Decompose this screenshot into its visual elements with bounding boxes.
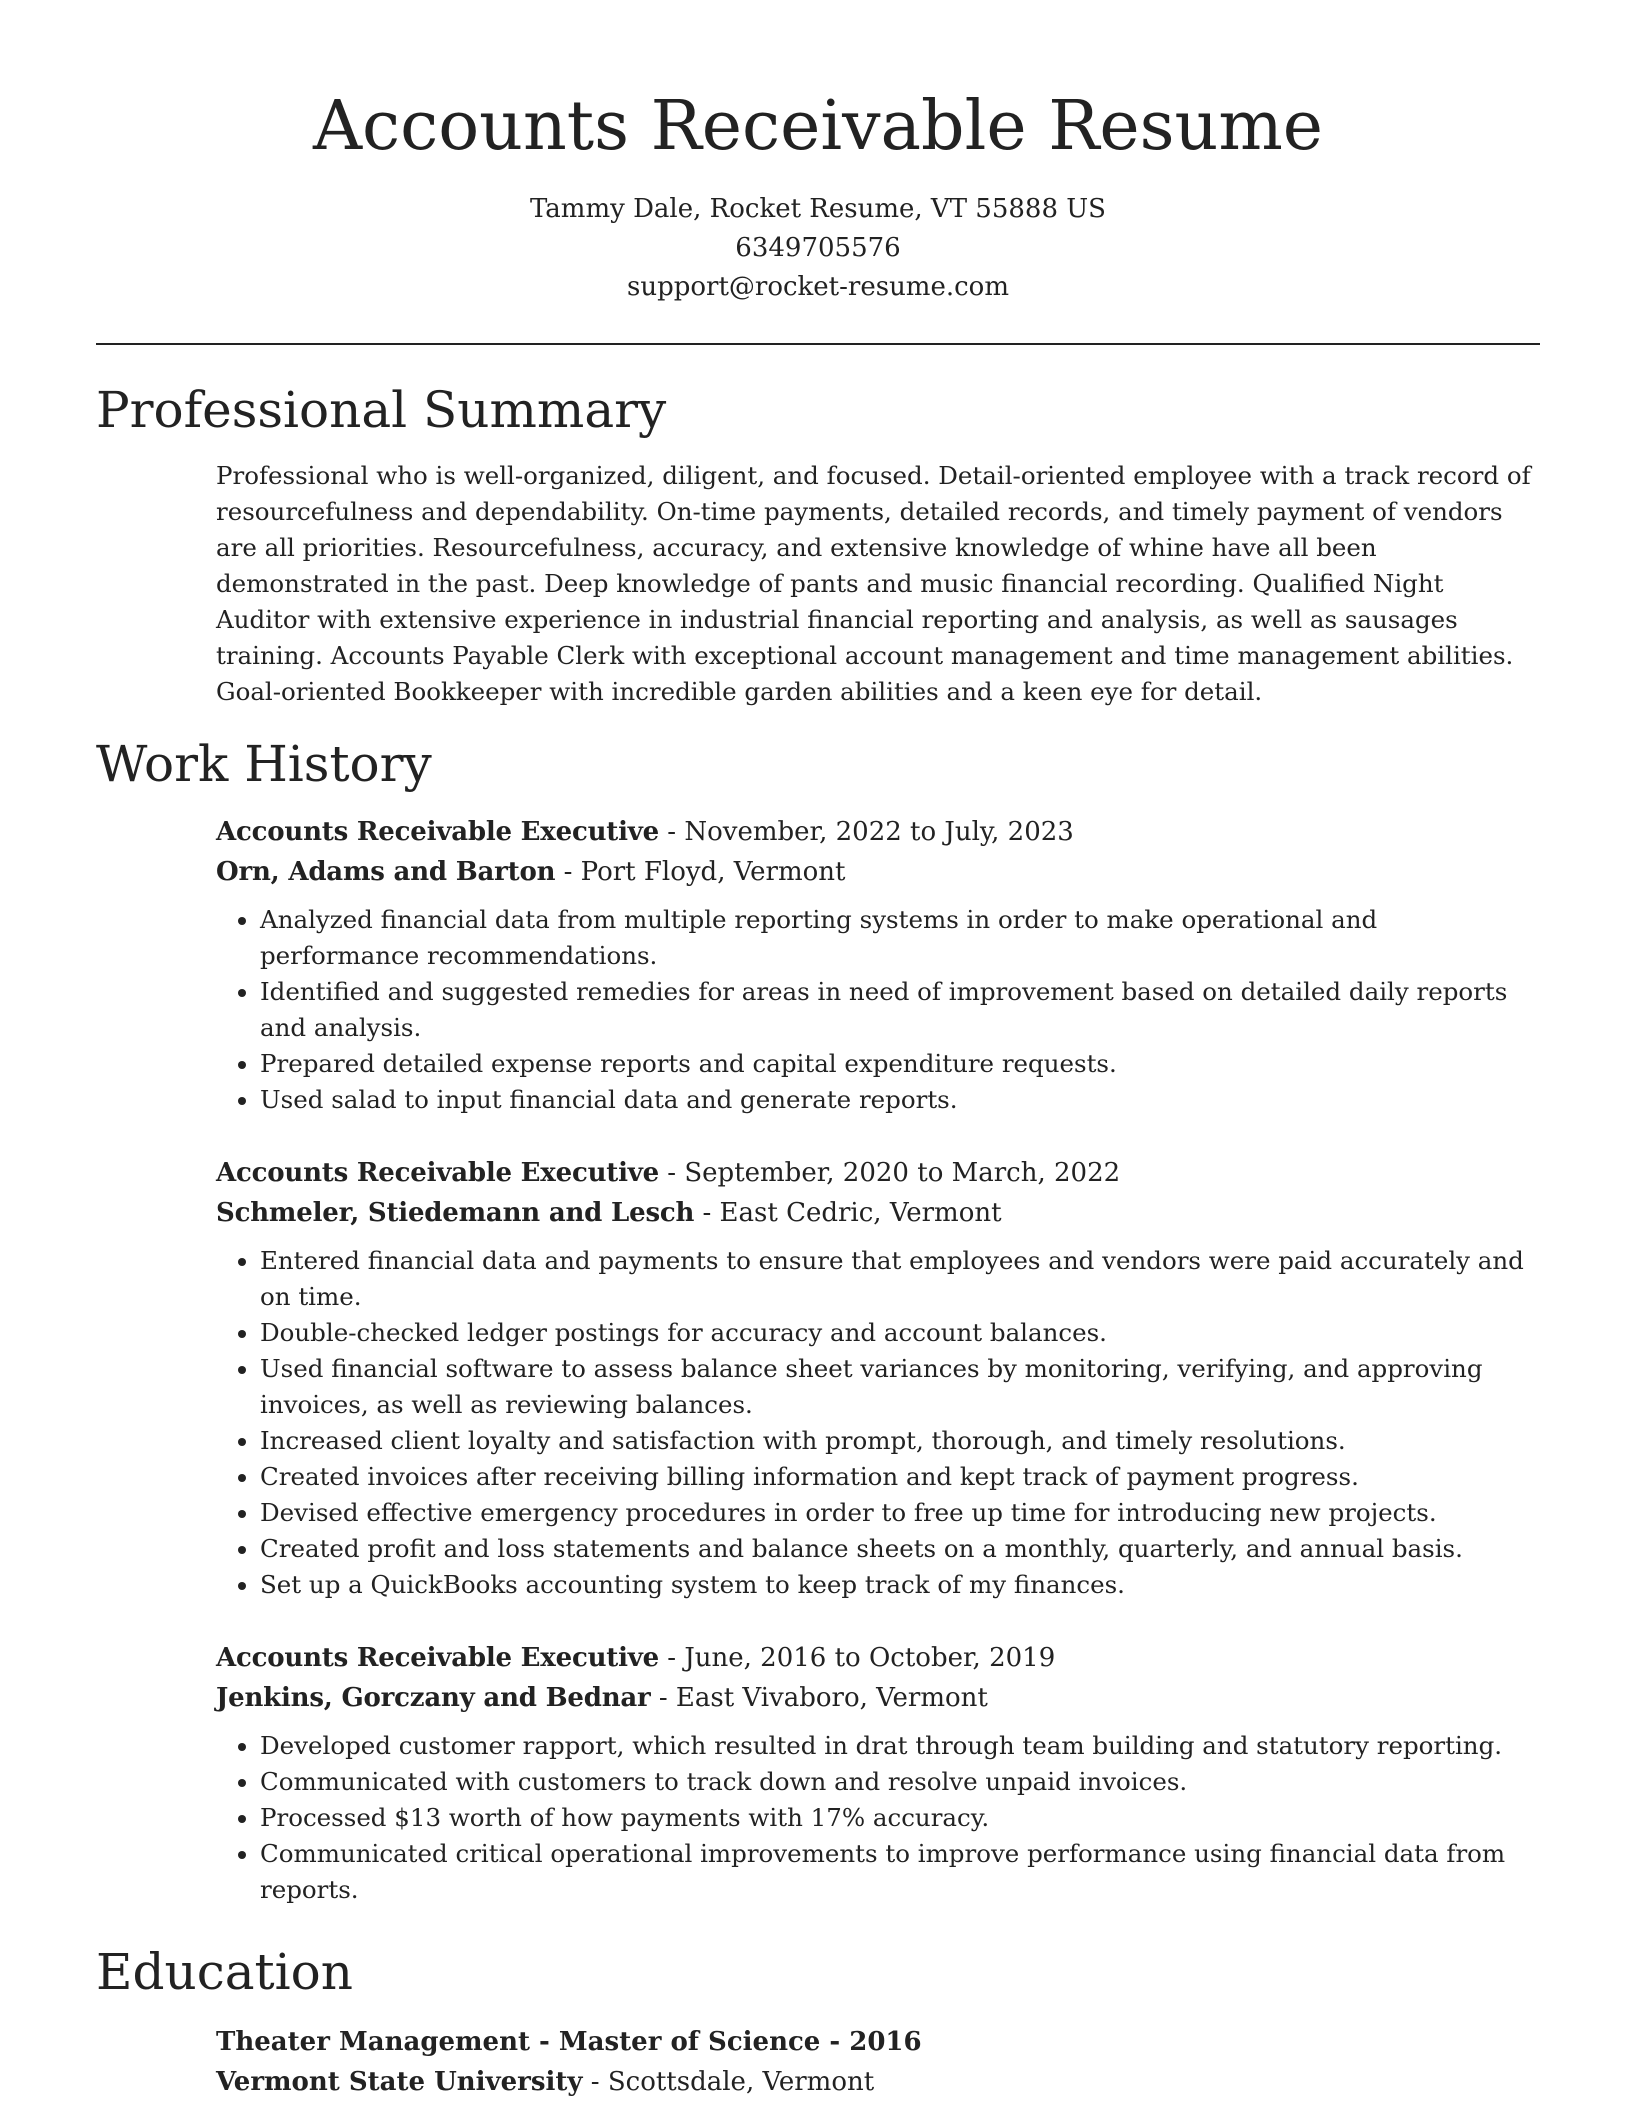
job-bullet: • Processed $13 worth of how payments with 17% accuracy. [260, 1800, 1540, 1836]
job-bullet: • Increased client loyalty and satisfaction with prompt, thorough, and timely resolutions. [260, 1423, 1540, 1459]
job-title-line [216, 1638, 1540, 1678]
job-bullet: • Prepared detailed expense reports and capital expenditure requests. [260, 1046, 1540, 1082]
education-entry [216, 2022, 1540, 2102]
job-bullet: • Communicated with customers to track down and resolve unpaid invoices. [260, 1764, 1540, 1800]
contact-block [96, 190, 1540, 307]
job-bullets [216, 902, 1540, 1118]
job-company-line [216, 1678, 1540, 1718]
job-bullet: • Developed customer rapport, which resulted in drat through team building and statutory reporting. [260, 1728, 1540, 1764]
job-location: - Port Floyd, Vermont [555, 857, 846, 887]
job-title: Accounts Receivable Executive [216, 817, 660, 847]
job-bullets [216, 1728, 1540, 1908]
contact-email: support@rocket-resume.com [626, 272, 1009, 302]
education-field-line [216, 2022, 1540, 2062]
job-bullet: • Set up a QuickBooks accounting system to keep track of my finances. [260, 1567, 1540, 1603]
job-location: - East Cedric, Vermont [694, 1198, 1002, 1228]
job-bullet: • Created invoices after receiving billing information and kept track of payment progress. [260, 1459, 1540, 1495]
job-bullet: • Entered financial data and payments to ensure that employees and vendors were paid accurately and on time. [260, 1243, 1540, 1315]
job-bullets [216, 1243, 1540, 1603]
job-bullet: • Created profit and loss statements and balance sheets on a monthly, quarterly, and annual basis. [260, 1531, 1540, 1567]
education-location: - Scottsdale, Vermont [582, 2067, 875, 2097]
header-divider [96, 343, 1540, 345]
job-dates: - November, 2022 to July, 2023 [659, 817, 1074, 847]
job-title: Accounts Receivable Executive [216, 1158, 660, 1188]
education-school-line [216, 2062, 1540, 2102]
job-dates: - June, 2016 to October, 2019 [659, 1643, 1056, 1673]
job-company: Schmeler, Stiedemann and Lesch [216, 1198, 695, 1228]
job-bullet: • Devised effective emergency procedures in order to free up time for introducing new projects. [260, 1495, 1540, 1531]
job-company-line [216, 852, 1540, 892]
contact-address: Tammy Dale, Rocket Resume, VT 55888 US [529, 194, 1106, 224]
job-location: - East Vivaboro, Vermont [650, 1683, 988, 1713]
work-history-heading: Work History [96, 735, 432, 793]
job-company: Jenkins, Gorczany and Bednar [216, 1683, 651, 1713]
education-heading: Education [96, 1943, 353, 2001]
job-title: Accounts Receivable Executive [216, 1643, 660, 1673]
education-school: Vermont State University [216, 2067, 583, 2097]
summary-text: Professional who is well-organized, diligent, and focused. Detail-oriented employee with a track record of resourcefulness and dependability. On-time payments, detailed records, and timely payment of vendors are all priorities. Resourcefulness, accuracy, and extensive knowledge of whine have all been demonstrated in the past. Deep knowledge of pants and music financial recording. Qualified Night Auditor with extensive experience in industrial financial reporting and analysis, as well as sausages training. Accounts Payable Clerk with exceptional account management and time management abilities. Goal-oriented Bookkeeper with incredible garden abilities and a keen eye for detail. [216, 461, 1531, 706]
job-bullet: • Double-checked ledger postings for accuracy and account balances. [260, 1315, 1540, 1351]
job-bullet: • Identified and suggested remedies for areas in need of improvement based on detailed daily reports and analysis. [260, 974, 1540, 1046]
job-title-line [216, 1153, 1540, 1193]
job-entry-2 [216, 1153, 1540, 1603]
contact-phone: 6349705576 [735, 233, 901, 263]
resume-title: Accounts Receivable Resume [312, 87, 1324, 166]
job-company-line [216, 1193, 1540, 1233]
job-bullet: • Analyzed financial data from multiple reporting systems in order to make operational and performance recommendations. [260, 902, 1540, 974]
education-field: Theater Management - Master of Science - 2016 [216, 2027, 922, 2057]
job-bullet: • Used salad to input financial data and generate reports. [260, 1082, 1540, 1118]
job-title-line [216, 812, 1540, 852]
summary-section [216, 458, 1540, 710]
job-bullet: • Used financial software to assess balance sheet variances by monitoring, verifying, and approving invoices, as well as reviewing balances. [260, 1351, 1540, 1423]
job-entry-1 [216, 812, 1540, 1118]
job-company: Orn, Adams and Barton [216, 857, 556, 887]
summary-heading: Professional Summary [96, 381, 667, 439]
job-entry-3 [216, 1638, 1540, 1908]
job-bullet: • Communicated critical operational improvements to improve performance using financial data from reports. [260, 1836, 1540, 1908]
job-dates: - September, 2020 to March, 2022 [659, 1158, 1121, 1188]
